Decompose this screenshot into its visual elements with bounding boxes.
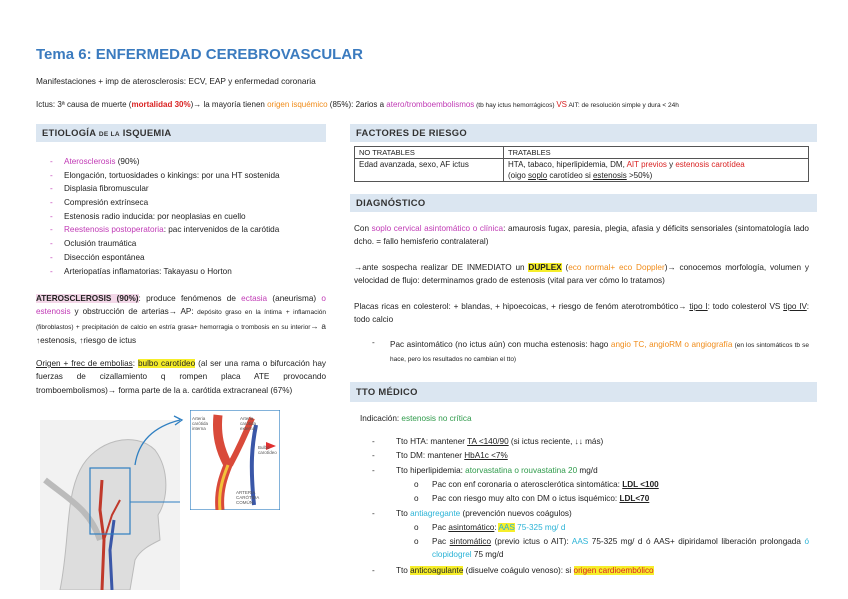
- dash-bullet: -: [372, 509, 375, 518]
- origin-paragraph: Origen + frec de embolias: bulbo carotídeo (al ser una rama o bifurcación hay fuerzas de cizallamiento q rompen placa ATE provocando tromboembolismos)→ forma parte de la a. carótida extracraneal (67%): [36, 359, 326, 395]
- tto-hta-line: Tto HTA: mantener TA <140/90 (si ictus reciente, ↓↓ más): [396, 437, 604, 446]
- label-external-carotid: Arteria carótida externa: [240, 416, 257, 431]
- aas-symptomatic-line: Pac sintomático (previo ictus o AIT): AAS 75-325 mg/ d ó AAS+ dipiridamol liberación prolongada ó clopidogrel 75 mg/d: [432, 537, 809, 560]
- tto-anticoag-line: Tto anticoagulante (disuelve coágulo venoso): si origen cardioembólico: [396, 566, 654, 575]
- manifestations-line: Manifestaciones + imp de aterosclerosis: ECV, EAP y enfermedad coronaria: [36, 76, 316, 86]
- page-title: Tema 6: ENFERMEDAD CEREBROVASCULAR: [36, 46, 363, 63]
- ictus-line: Ictus: 3ª causa de muerte (mortalidad 30%)→ la mayoría tienen origen isquémico (85%): 2arios a atero/tromboembolismos (tb hay ictus hemorrágicos) VS AIT: de resolución simple y dura < 24h: [36, 100, 679, 109]
- diagnosis-header: DIAGNÓSTICO: [350, 194, 817, 212]
- list-item: - Arteriopatías inflamatorias: Takayasu o Horton: [36, 265, 336, 279]
- risk-factors-table: [354, 146, 809, 182]
- list-item: - Estenosis radio inducida: por neoplasias en cuello: [36, 210, 336, 224]
- circle-bullet: o: [414, 537, 419, 546]
- tto-lipid-line: Tto hiperlipidemia: atorvastatina o rouvastatina 20 mg/d: [396, 466, 598, 475]
- atherosclerosis-paragraph: ATEROSCLEROSIS (90%): produce fenómenos de ectasia (aneurisma) o estenosis y obstrucción de arterias→ AP: depósito graso en la íntima + inflamación (fibroblastos) + precipitación de calcio en estría grasa+ hemorragia o trombosis en su interior→ a ↑estenosis, ↑riesgo de ictus: [36, 294, 326, 346]
- risk-factors-header: FACTORES DE RIESGO: [350, 124, 817, 142]
- table-header: TRATABLES: [504, 147, 809, 159]
- table-cell: Edad avanzada, sexo, AF ictus: [355, 159, 504, 182]
- pointer-arrow: [130, 410, 190, 480]
- circle-bullet: o: [414, 494, 419, 503]
- list-item: - Disección espontánea: [36, 251, 336, 265]
- label-internal-carotid: Arteria carótida interna: [192, 416, 209, 431]
- list-item: - Reestenosis postoperatoria: pac intervenidos de la carótida: [36, 223, 336, 237]
- circle-bullet: o: [414, 480, 419, 489]
- label-common-carotid: ARTERIA CARÓTIDA COMÚN: [236, 490, 260, 505]
- dash-bullet: -: [372, 451, 375, 460]
- diagnosis-paragraph-3: Placas ricas en colesterol: + blandas, + hipoecoicas, + riesgo de fenóm aterotrombótico→ tipo I: todo colesterol VS tipo IV: todo calcio: [354, 302, 809, 325]
- list-item: - Oclusión traumática: [36, 237, 336, 251]
- dash-bullet: -: [372, 437, 375, 446]
- diagnosis-paragraph-2: →ante sospecha realizar DE INMEDIATO un DUPLEX (eco normal+ eco Doppler)→ conocemos morfología, volumen y velocidad de flujo: determinamos grado de estenosis (vital para ver cómo lo tratamos): [354, 263, 809, 286]
- ldl-line-2: Pac con riesgo muy alto con DM o ictus isquémico: LDL<70: [432, 494, 650, 503]
- dash-bullet: -: [372, 566, 375, 575]
- list-item: - Displasia fibromuscular: [36, 182, 336, 196]
- table-header: NO TRATABLES: [355, 147, 504, 159]
- circle-bullet: o: [414, 523, 419, 532]
- etiology-list: [36, 155, 336, 278]
- list-item: - Compresión extrínseca: [36, 196, 336, 210]
- list-item: - Elongación, tortuosidades o kinkings: por una HT sostenida: [36, 169, 336, 183]
- diagnosis-paragraph-1: Con soplo cervical asintomático o clínica: amaurosis fugax, paresia, plegia, afasia y déficits sensoriales (sintomatología lado dcho. = fallo hemisferio contralateral): [354, 224, 809, 247]
- diagnosis-paragraph-4: Pac asintomático (no ictus aún) con mucha estenosis: hago angio TC, angioRM o angiografía (en los sintomáticos tb se hace, pero los resultados no cambian el tto): [390, 340, 809, 364]
- dash-bullet: -: [372, 338, 375, 347]
- indication-line: Indicación: estenosis no crítica: [360, 414, 472, 423]
- tto-dm-line: Tto DM: mantener HbA1c <7%: [396, 451, 508, 460]
- etiology-header: ETIOLOGÍA DE LA ISQUEMIA: [36, 124, 326, 142]
- dash-bullet: -: [372, 466, 375, 475]
- treatment-header: TTO MÉDICO: [350, 382, 817, 402]
- tto-antiagg-line: Tto antiagregante (prevención nuevos coágulos): [396, 509, 572, 518]
- table-cell: HTA, tabaco, hiperlipidemia, DM, AIT previos y estenosis carotídea (oigo soplo carotídeo si estenosis >50%): [504, 159, 809, 182]
- ldl-line-1: Pac con enf coronaria o aterosclerótica sintomática: LDL <100: [432, 480, 659, 489]
- label-carotid-bulb: Bulbo carotídeo: [258, 445, 277, 455]
- list-item: - Aterosclerosis (90%): [36, 155, 336, 169]
- aas-asymptomatic-line: Pac asintomático: AAS 75-325 mg/ d: [432, 523, 566, 532]
